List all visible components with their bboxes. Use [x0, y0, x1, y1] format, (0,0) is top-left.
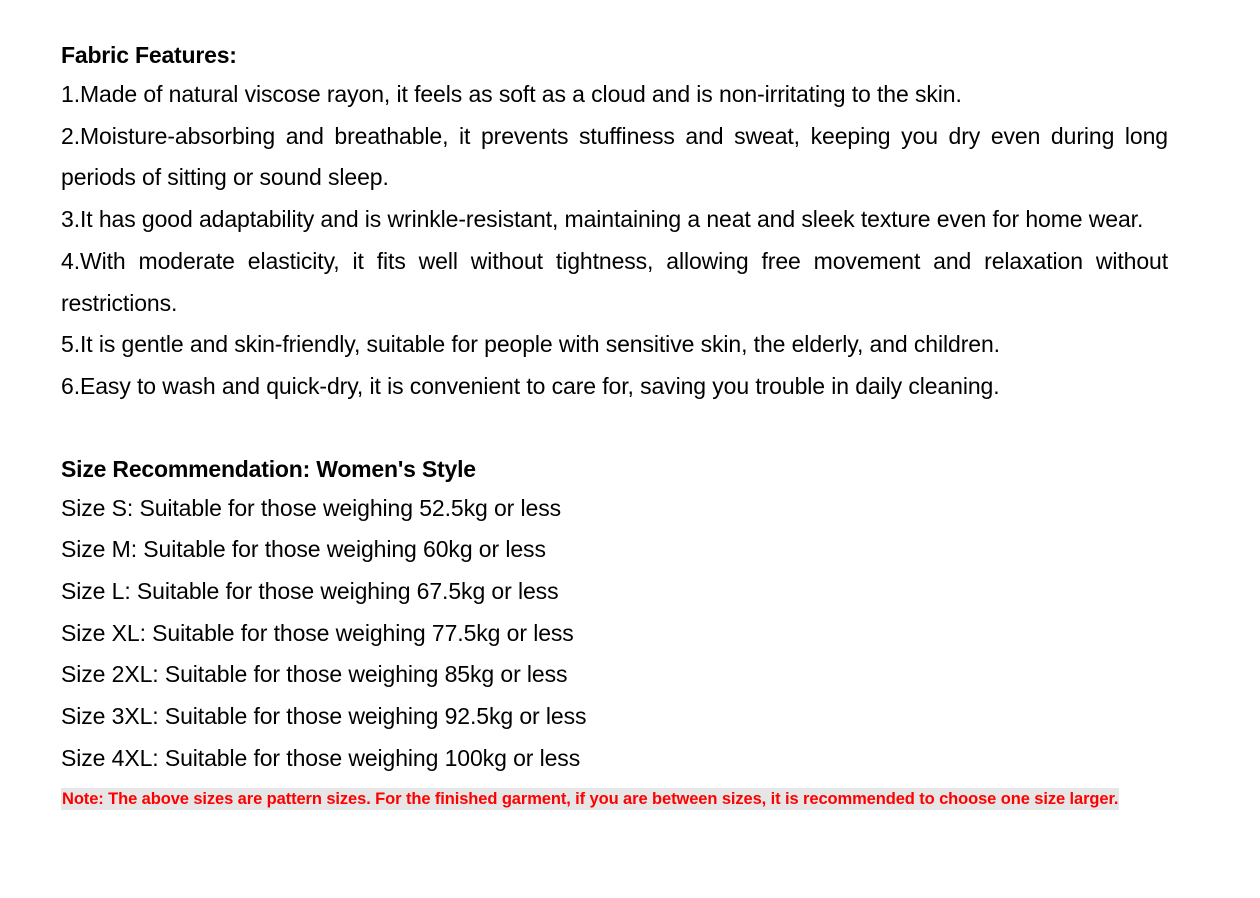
fabric-feature-6: 6.Easy to wash and quick-dry, it is convenient to care for, saving you trouble in daily cleaning. — [61, 372, 1000, 399]
size-2xl-line: Size 2XL: Suitable for those weighing 85kg or less — [61, 661, 568, 688]
size-s-line: Size S: Suitable for those weighing 52.5kg or less — [61, 494, 562, 521]
fabric-feature-3: 3.It has good adaptability and is wrinkle-resistant, maintaining a neat and sleek texture even for home wear. — [61, 206, 1144, 233]
size-l-line: Size L: Suitable for those weighing 67.5kg or less — [61, 578, 559, 605]
size-xl-line: Size XL: Suitable for those weighing 77.5kg or less — [61, 619, 574, 646]
size-note: Note: The above sizes are pattern sizes. For the finished garment, if you are between sizes, it is recommended to choose one size larger. — [62, 789, 1119, 808]
fabric-feature-1: 1.Made of natural viscose rayon, it feels as soft as a cloud and is non-irritating to the skin. — [61, 81, 962, 107]
document-body — [61, 36, 1168, 810]
fabric-feature-5: 5.It is gentle and skin-friendly, suitable for people with sensitive skin, the elderly, and children. — [61, 331, 1000, 358]
fabric-features-heading: Fabric Features: — [61, 42, 237, 68]
section-spacer — [61, 408, 1168, 450]
size-recommendation-heading: Size Recommendation: Women's Style — [61, 455, 476, 482]
size-m-line: Size M: Suitable for those weighing 60kg or less — [61, 536, 546, 563]
size-4xl-line: Size 4XL: Suitable for those weighing 100kg or less — [61, 744, 581, 771]
size-3xl-line: Size 3XL: Suitable for those weighing 92.5kg or less — [61, 703, 587, 730]
fabric-feature-2: 2.Moisture-absorbing and breathable, it prevents stuffiness and sweat, keeping you dry even during long periods of sitting or sound sleep. — [61, 122, 1168, 191]
fabric-feature-4: 4.With moderate elasticity, it fits well without tightness, allowing free movement and relaxation without restrictions. — [61, 247, 1168, 316]
